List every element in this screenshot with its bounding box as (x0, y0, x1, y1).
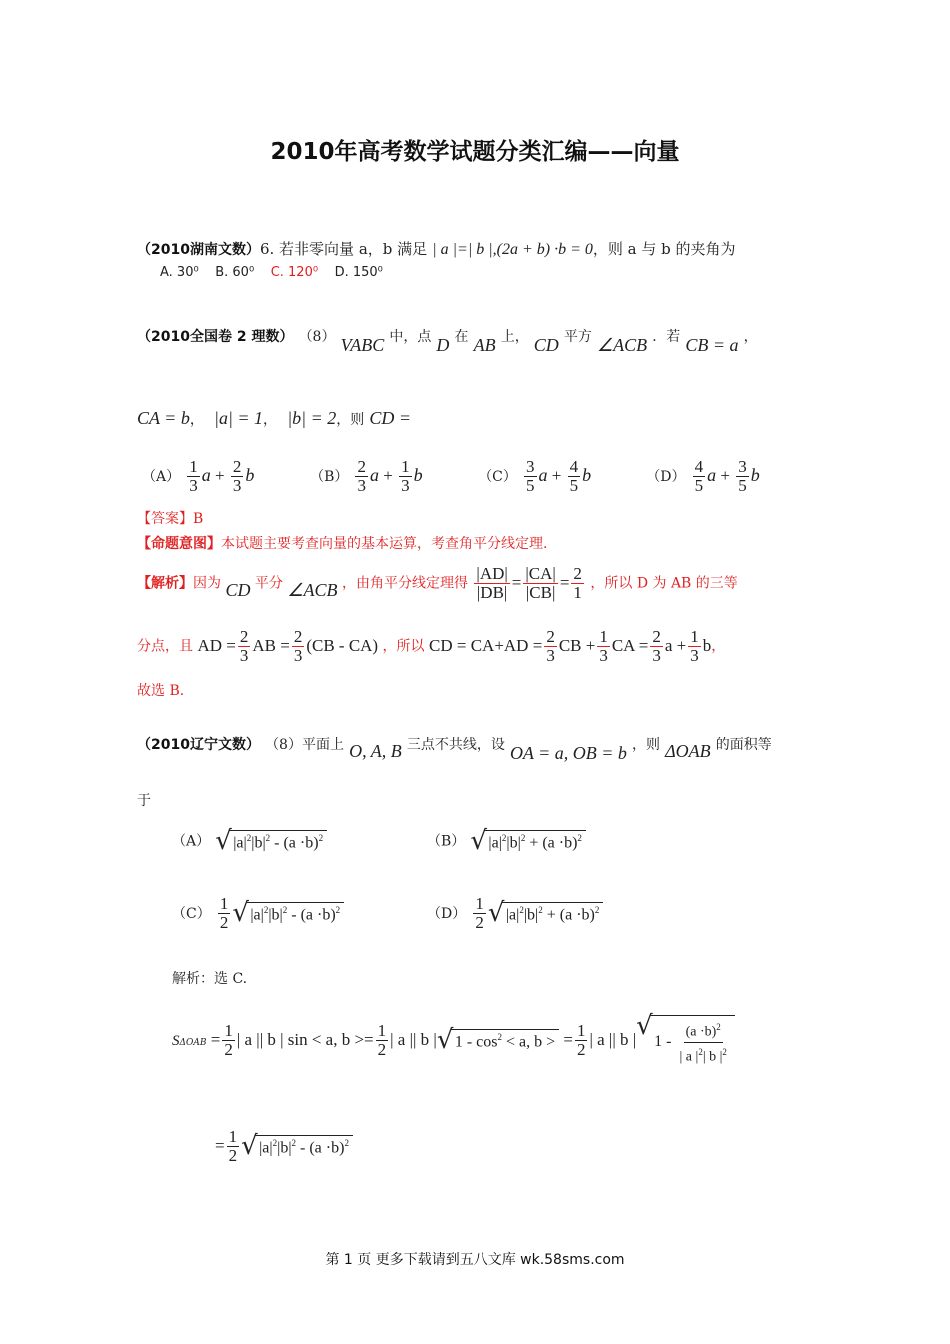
area-result: = $\frac{1}{2}$ √ $|a|^2|b|^2 - (a \cdot b)^2$ (215, 1128, 353, 1165)
q3-option-d: （D） $\frac{1}{2}$ √ $|a|^2|b|^2 + (a \cdot b)^2$ (427, 895, 603, 932)
intent-label: 【命题意图】 (137, 536, 221, 552)
q2-option-d: （D） $\frac{4}{5}$ a + $\frac{3}{5}$ b (646, 457, 760, 495)
option-label: （C） (478, 469, 517, 485)
q2-vector-cd: CD = (369, 408, 412, 428)
ratio-formula: $\frac{|AD|}{|DB|}$ = $\frac{|CA|}{|CB|}$ = $\frac{2}{1}$ (476, 564, 582, 602)
q3-solution: 解析：选 C. (172, 971, 248, 987)
frac-den: 3 (357, 476, 366, 495)
frac-den: 3 (401, 476, 410, 495)
analysis-text: ，所以 (382, 638, 425, 655)
frac-num: 4 (569, 457, 579, 476)
q3-option-b: （B） √ $|a|^2|b|^2 + (a \cdot b)^2$ (427, 830, 586, 852)
option-label: （B） (310, 469, 349, 485)
page-footer: 第 1 页 更多下载请到五八文库 wk.58sms.com (325, 1252, 625, 1268)
q2-norm-b: |b| = 2 (287, 408, 337, 428)
q2-text: 在 (454, 329, 469, 345)
option-label: （D） (646, 469, 686, 485)
q2-line2 (137, 408, 411, 429)
option-label: （C） (172, 906, 211, 922)
q2-option-b: （B） $\frac{2}{3}$ a + $\frac{1}{3}$ b (310, 457, 423, 495)
analysis-cd: CD (225, 579, 251, 600)
q3-text: ，则 (632, 737, 660, 753)
q2-tag: （2010全国卷 2 理数） (137, 329, 294, 345)
frac-num: 1 (189, 457, 198, 476)
q2-segment-ab: AB (473, 335, 496, 355)
q2-option-a: （A） $\frac{1}{3}$ a + $\frac{2}{3}$ b (142, 457, 255, 495)
intent-text: 本试题主要考查向量的基本运算，考查角平分线定理. (221, 536, 548, 552)
frac-num: 3 (526, 457, 535, 476)
frac-den: 5 (738, 476, 747, 495)
q3-text: 三点不共线，设 (406, 737, 505, 753)
q2-text: ，则 (336, 412, 365, 428)
option-label: （A） (172, 833, 211, 850)
q1-options (160, 265, 383, 280)
analysis-text: ， (711, 638, 726, 655)
q3-tag: （2010辽宁文数） (137, 737, 260, 753)
frac-num: 1 (401, 457, 410, 476)
q3-option-a: （A） √ $|a|^2|b|^2 - (a \cdot b)^2$ (172, 830, 327, 852)
frac-den: 3 (232, 476, 242, 495)
q1-condition: | a |=| b |,(2a + b) ·b = 0 (432, 241, 593, 258)
q2-intent (137, 533, 547, 553)
cd-formula: CD = CA+AD = $\frac{2}{3}$ CB + $\frac{1}{3}$ CA = $\frac{2}{3}$ a + $\frac{1}{3}$ b (429, 627, 712, 665)
q2-text: ．若 (652, 329, 681, 345)
analysis-text: ，由角平分线定理得 (341, 575, 468, 592)
q2-num: （8） (298, 329, 336, 345)
option-label: （D） (427, 906, 467, 922)
frac-num: 4 (694, 457, 704, 476)
frac-num: 2 (232, 457, 242, 476)
q2-angle: ∠ACB (597, 335, 648, 355)
q3-vectors: OA = a, OB = b (509, 743, 627, 763)
frac-num: 3 (738, 457, 747, 476)
ad-formula: AD = $\frac{2}{3}$ AB = $\frac{2}{3}$ (CB - CA) (197, 627, 379, 665)
q1-tag: （2010湖南文数） (137, 242, 260, 258)
q3-triangle: ΔOAB (665, 741, 711, 761)
page-title: 2010年高考数学试题分类汇编——向量 (270, 139, 680, 165)
q3-num: （8）平面上 (265, 737, 344, 753)
q1-stem: 6. 若非零向量 a，b 满足 (259, 240, 428, 258)
q2-segment-cd: CD (533, 335, 559, 355)
q2-norm-a: |a| = 1 (214, 408, 264, 428)
q1-option-c: C. 120⁰ (270, 265, 319, 280)
q2-options (142, 458, 809, 495)
analysis-angle: ∠ACB (287, 579, 338, 600)
q3-points: O, A, B (349, 741, 402, 761)
frac-den: 5 (526, 476, 535, 495)
q3-text: 的面积等 (715, 737, 772, 753)
q3-line2: 于 (137, 793, 151, 809)
q2-text: 上， (500, 329, 529, 345)
q2-triangle: VABC (340, 335, 385, 355)
q1-option-a: A. 30⁰ (160, 265, 199, 280)
q1-line (137, 238, 736, 259)
analysis-text: 分点，且 (137, 638, 193, 655)
analysis-label: 【解析】 (137, 575, 193, 592)
q2-point-d: D (436, 335, 450, 355)
q2-answer: 【答案】B (137, 511, 204, 527)
q2-text: ， (189, 412, 204, 428)
frac-den: 5 (569, 476, 579, 495)
q1-option-d: D. 150⁰ (334, 265, 383, 280)
q2-analysis-line2 (137, 628, 725, 665)
q3-line1 (137, 733, 772, 763)
q2-analysis-line3: 故选 B. (137, 683, 185, 699)
q2-vector-cb: CB = a (685, 335, 739, 355)
q2-text: ， (263, 412, 278, 428)
q2-line1 (137, 325, 758, 355)
q3-option-c: （C） $\frac{1}{2}$ √ $|a|^2|b|^2 - (a \cdot b)^2$ (172, 895, 344, 932)
analysis-text: 因为 (193, 575, 221, 592)
analysis-text: 平分 (254, 575, 283, 592)
area-derivation: SΔOAB = $\frac{1}{2}$ | a || b | sin < a, b >= $\frac{1}{2}$ | a || b | √ $1 - \cos^2 < a$, b > = $\frac{1}{2}$ | a || b | √ 1 - $\frac{(a \cdot b)^2}{| a |^2| b |^2}$ (172, 1015, 735, 1066)
q2-analysis-line1 (137, 565, 738, 602)
frac-den: 3 (189, 476, 198, 495)
option-label: （B） (427, 833, 466, 850)
q1-tail: ，则 a 与 b 的夹角为 (592, 240, 736, 258)
q1-option-b: B. 60⁰ (215, 265, 255, 280)
frac-den: 5 (694, 476, 704, 495)
analysis-text: ，所以 D 为 AB 的三等 (590, 575, 738, 592)
q2-text: ， (743, 329, 758, 345)
q2-text: 平方 (563, 329, 592, 345)
frac-num: 2 (357, 457, 366, 476)
q2-text: 中，点 (389, 329, 432, 345)
option-label: （A） (142, 469, 181, 485)
q2-vector-ca: CA = b (137, 408, 190, 428)
q2-option-c: （C） $\frac{3}{5}$ a + $\frac{4}{5}$ b (478, 457, 592, 495)
